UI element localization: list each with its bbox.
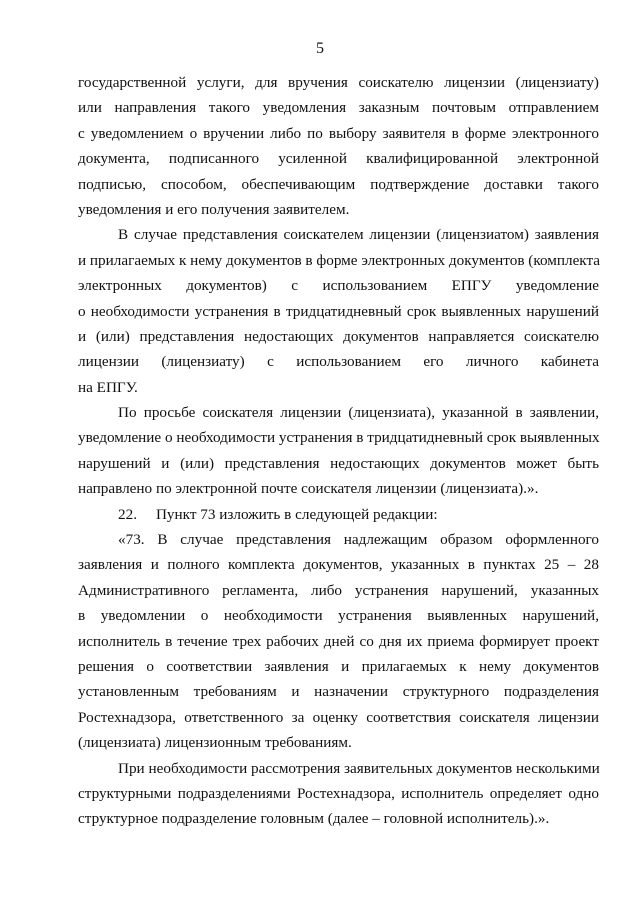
text-line: документа, подписанного усиленной квалифицированной электронной (78, 150, 599, 168)
text-line: структурными подразделениями Ростехнадзора, исполнитель определяет одно (78, 784, 599, 802)
text-line: в уведомлении о необходимости устранения выявленных нарушений, (78, 607, 599, 625)
text-line: В случае представления соискателем лицензии (лицензиатом) заявления (118, 226, 599, 244)
text-line: и (или) представления недостающих документов направляется соискателю (78, 327, 599, 345)
text-line: Административного регламента, либо устранения нарушений, указанных (78, 581, 599, 599)
text-line: лицензии (лицензиату) с использованием его личного кабинета (78, 353, 599, 371)
text-line: на ЕПГУ. (78, 378, 138, 396)
text-line: направлено по электронной почте соискателя лицензии (лицензиата).». (78, 480, 539, 498)
text-line: структурное подразделение головным (далее – головной исполнитель).». (78, 810, 550, 828)
text-line: При необходимости рассмотрения заявительных документов несколькими (118, 759, 600, 777)
text-line: 22. Пункт 73 изложить в следующей редакции: (118, 505, 438, 523)
page-number: 5 (316, 40, 324, 57)
text-line: «73. В случае представления надлежащим образом оформленного (118, 531, 599, 549)
text-line: и прилагаемых к нему документов в форме электронных документов (комплекта (78, 251, 601, 269)
text-line: По просьбе соискателя лицензии (лицензиата), указанной в заявлении, (118, 404, 599, 422)
text-line: исполнитель в течение трех рабочих дней со дня их приема формирует проект (78, 632, 599, 650)
text-line: решения о соответствии заявления и прилагаемых к нему документов (78, 657, 599, 675)
text-line: или направления такого уведомления заказным почтовым отправлением (78, 99, 599, 117)
text-line: уведомления и его получения заявителем. (78, 200, 350, 218)
text-line: Ростехнадзора, ответственного за оценку соответствия соискателя лицензии (78, 708, 599, 726)
text-line: установленным требованиям и назначении структурного подразделения (78, 683, 599, 701)
text-line: электронных документов) с использованием ЕПГУ уведомление (78, 277, 599, 295)
text-line: заявления и полного комплекта документов, указанных в пунктах 25 – 28 (78, 556, 599, 574)
text-line: государственной услуги, для вручения соискателю лицензии (лицензиату) (78, 74, 599, 91)
text-line: о необходимости устранения в тридцатидневный срок выявленных нарушений (78, 302, 599, 320)
text-line: с уведомлением о вручении либо по выбору заявителя в форме электронного (78, 124, 599, 142)
text-line: подписью, способом, обеспечивающим подтверждение доставки такого (78, 175, 599, 193)
text-line: нарушений и (или) представления недостающих документов может быть (78, 454, 599, 472)
document-body (78, 70, 599, 832)
text-line: (лицензиата) лицензионным требованиям. (78, 734, 352, 752)
text-line: уведомление о необходимости устранения в тридцатидневный срок выявленных (78, 429, 600, 447)
